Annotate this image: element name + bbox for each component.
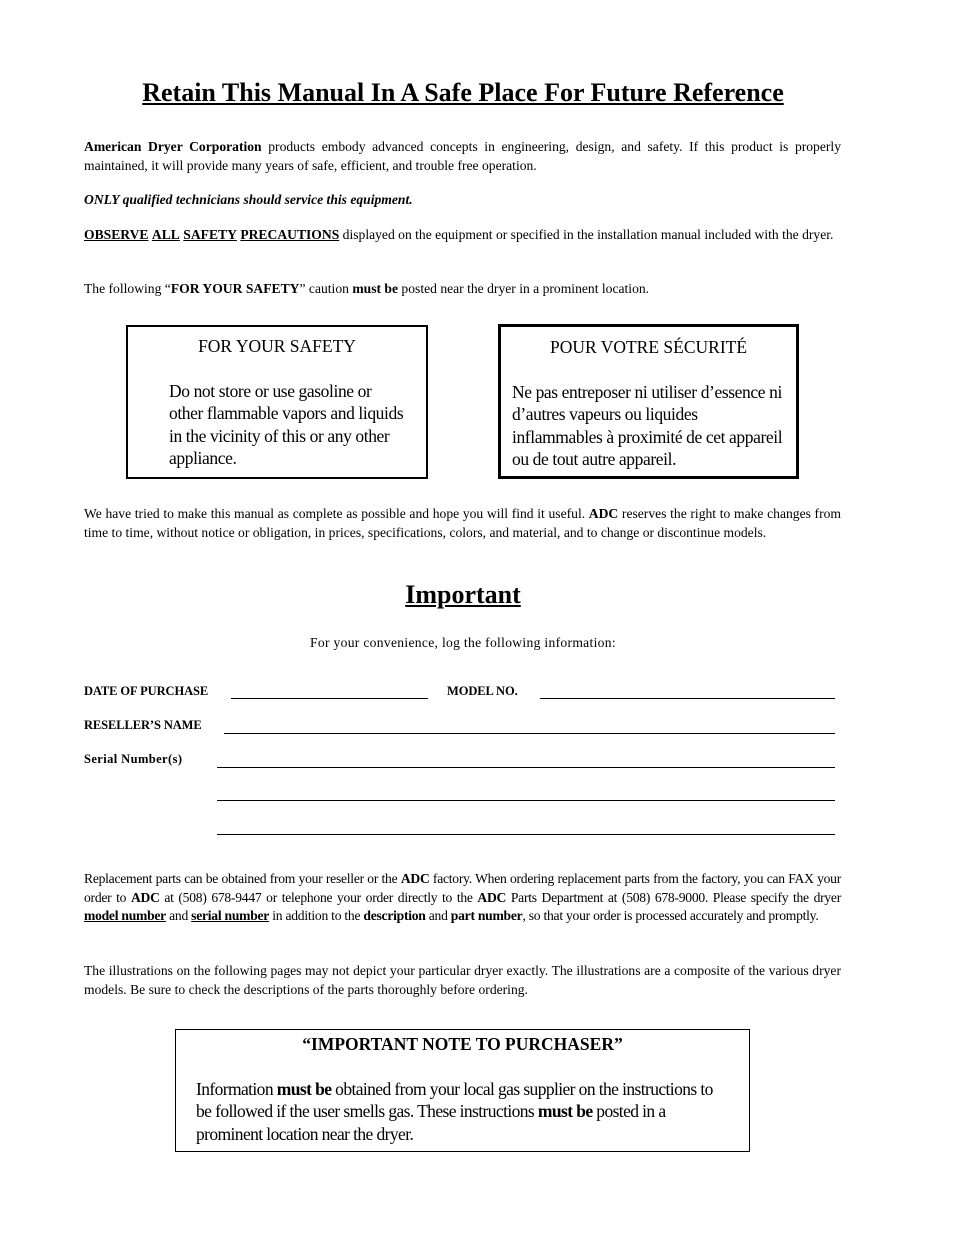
safety-box-english-body: Do not store or use gasoline or other flammable vapors and liquids in the vicinity of this or any other appliance. bbox=[169, 380, 404, 468]
observe-rest: displayed on the equipment or specified in the installation manual included with the dryer. bbox=[339, 227, 834, 242]
serial-number-line-1[interactable] bbox=[217, 767, 835, 768]
purchaser-note-must-2: must be bbox=[537, 1101, 593, 1121]
manual-note-adc: ADC bbox=[588, 506, 619, 521]
resellers-name-label: RESELLER’S NAME bbox=[84, 718, 202, 732]
model-no-line[interactable] bbox=[540, 698, 835, 699]
intro-paragraph bbox=[84, 138, 841, 175]
safety-box-french-body: Ne pas entreposer ni utiliser d’essence ni d’autres vapeurs ou liquides inflammables à proximité de cet appareil ou de tout autre appareil. bbox=[512, 381, 783, 469]
caution-mid: ” caution bbox=[299, 281, 353, 296]
resellers-name-line[interactable] bbox=[224, 733, 835, 734]
purchaser-note-box bbox=[175, 1029, 750, 1152]
precautions-word: PRECAUTIONS bbox=[240, 227, 340, 242]
replacement-t2: factory. When ordering replacement parts from the factory, you can FAX your order to bbox=[84, 871, 841, 905]
safety-word: SAFETY bbox=[183, 227, 237, 242]
purchaser-note-body bbox=[196, 1078, 731, 1146]
convenience-text: For your convenience, log the following information: bbox=[310, 635, 616, 650]
observe-word: OBSERVE bbox=[84, 227, 149, 242]
purchaser-note-t2: obtained from your local gas supplier on the instructions to be followed if the user smells gas. These instructions bbox=[196, 1078, 713, 1121]
replacement-t8: , so that your order is processed accurately and promptly. bbox=[522, 908, 819, 923]
caution-post: posted near the dryer in a prominent location. bbox=[398, 281, 650, 296]
safety-box-english-heading: FOR YOUR SAFETY bbox=[198, 336, 356, 356]
replacement-adc-2: ADC bbox=[130, 889, 160, 905]
part-number-term: part number bbox=[450, 908, 523, 923]
caution-must: must be bbox=[352, 281, 399, 296]
manual-note-post: reserves the right to make changes from time to time, without notice or obligation, in prices, specifications, colors, and material, and to change or discontinue models. bbox=[84, 506, 841, 540]
replacement-parts-paragraph bbox=[84, 870, 841, 926]
purchaser-note-t3: posted in a prominent location near the dryer. bbox=[196, 1101, 666, 1144]
intro-text: products embody advanced concepts in engineering, design, and safety. If this product is properly maintained, it will provide many years of safe, efficient, and trouble free operation. bbox=[84, 139, 841, 173]
safety-box-english bbox=[126, 325, 428, 479]
qualified-note: ONLY qualified technicians should service this equipment. bbox=[84, 192, 413, 207]
replacement-t3: at (508) 678-9447 or telephone your order directly to the bbox=[159, 889, 478, 905]
observe-paragraph bbox=[84, 226, 841, 245]
purchaser-note-must-1: must be bbox=[276, 1078, 332, 1099]
date-of-purchase-label: DATE OF PURCHASE bbox=[84, 684, 209, 698]
manual-note-paragraph bbox=[84, 505, 841, 542]
description-term: description bbox=[363, 908, 426, 923]
serial-number-line-2[interactable] bbox=[217, 800, 835, 801]
replacement-t4: Parts Department at (508) 678-9000. Please specify the dryer bbox=[506, 889, 841, 905]
replacement-adc-1: ADC bbox=[400, 871, 430, 886]
illustrations-paragraph: The illustrations on the following pages may not depict your particular dryer exactly. The illustrations are a composite of the various dryer models. Be sure to check the descriptions of the parts thoroughly before ordering. bbox=[84, 963, 841, 997]
company-name: American Dryer Corporation bbox=[84, 139, 262, 154]
manual-note-pre: We have tried to make this manual as complete as possible and hope you will find it useful. bbox=[84, 506, 589, 521]
purchaser-note-t1: Information bbox=[196, 1078, 277, 1099]
purchaser-note-heading: “IMPORTANT NOTE TO PURCHASER” bbox=[302, 1034, 623, 1054]
serial-number-label: Serial Number(s) bbox=[84, 752, 183, 766]
replacement-adc-3: ADC bbox=[477, 889, 507, 905]
replacement-t5: and bbox=[165, 908, 192, 923]
important-heading: Important bbox=[405, 580, 521, 609]
safety-box-french-heading: POUR VOTRE SÉCURITÉ bbox=[549, 337, 748, 357]
replacement-t1: Replacement parts can be obtained from your reseller or the bbox=[84, 871, 401, 886]
model-number-term: model number bbox=[84, 908, 166, 923]
caution-paragraph bbox=[84, 280, 841, 299]
replacement-t7: and bbox=[425, 908, 451, 923]
caution-pre: The following “ bbox=[84, 281, 171, 296]
replacement-t6: in addition to the bbox=[269, 908, 364, 923]
all-word: ALL bbox=[151, 227, 180, 242]
date-of-purchase-line[interactable] bbox=[231, 698, 428, 699]
serial-number-line-3[interactable] bbox=[217, 834, 835, 835]
caution-label: FOR YOUR SAFETY bbox=[170, 281, 300, 296]
serial-number-term: serial number bbox=[191, 908, 270, 923]
page-title: Retain This Manual In A Safe Place For Future Reference bbox=[142, 78, 784, 107]
model-no-label: MODEL NO. bbox=[447, 684, 518, 698]
safety-box-french bbox=[498, 324, 799, 479]
